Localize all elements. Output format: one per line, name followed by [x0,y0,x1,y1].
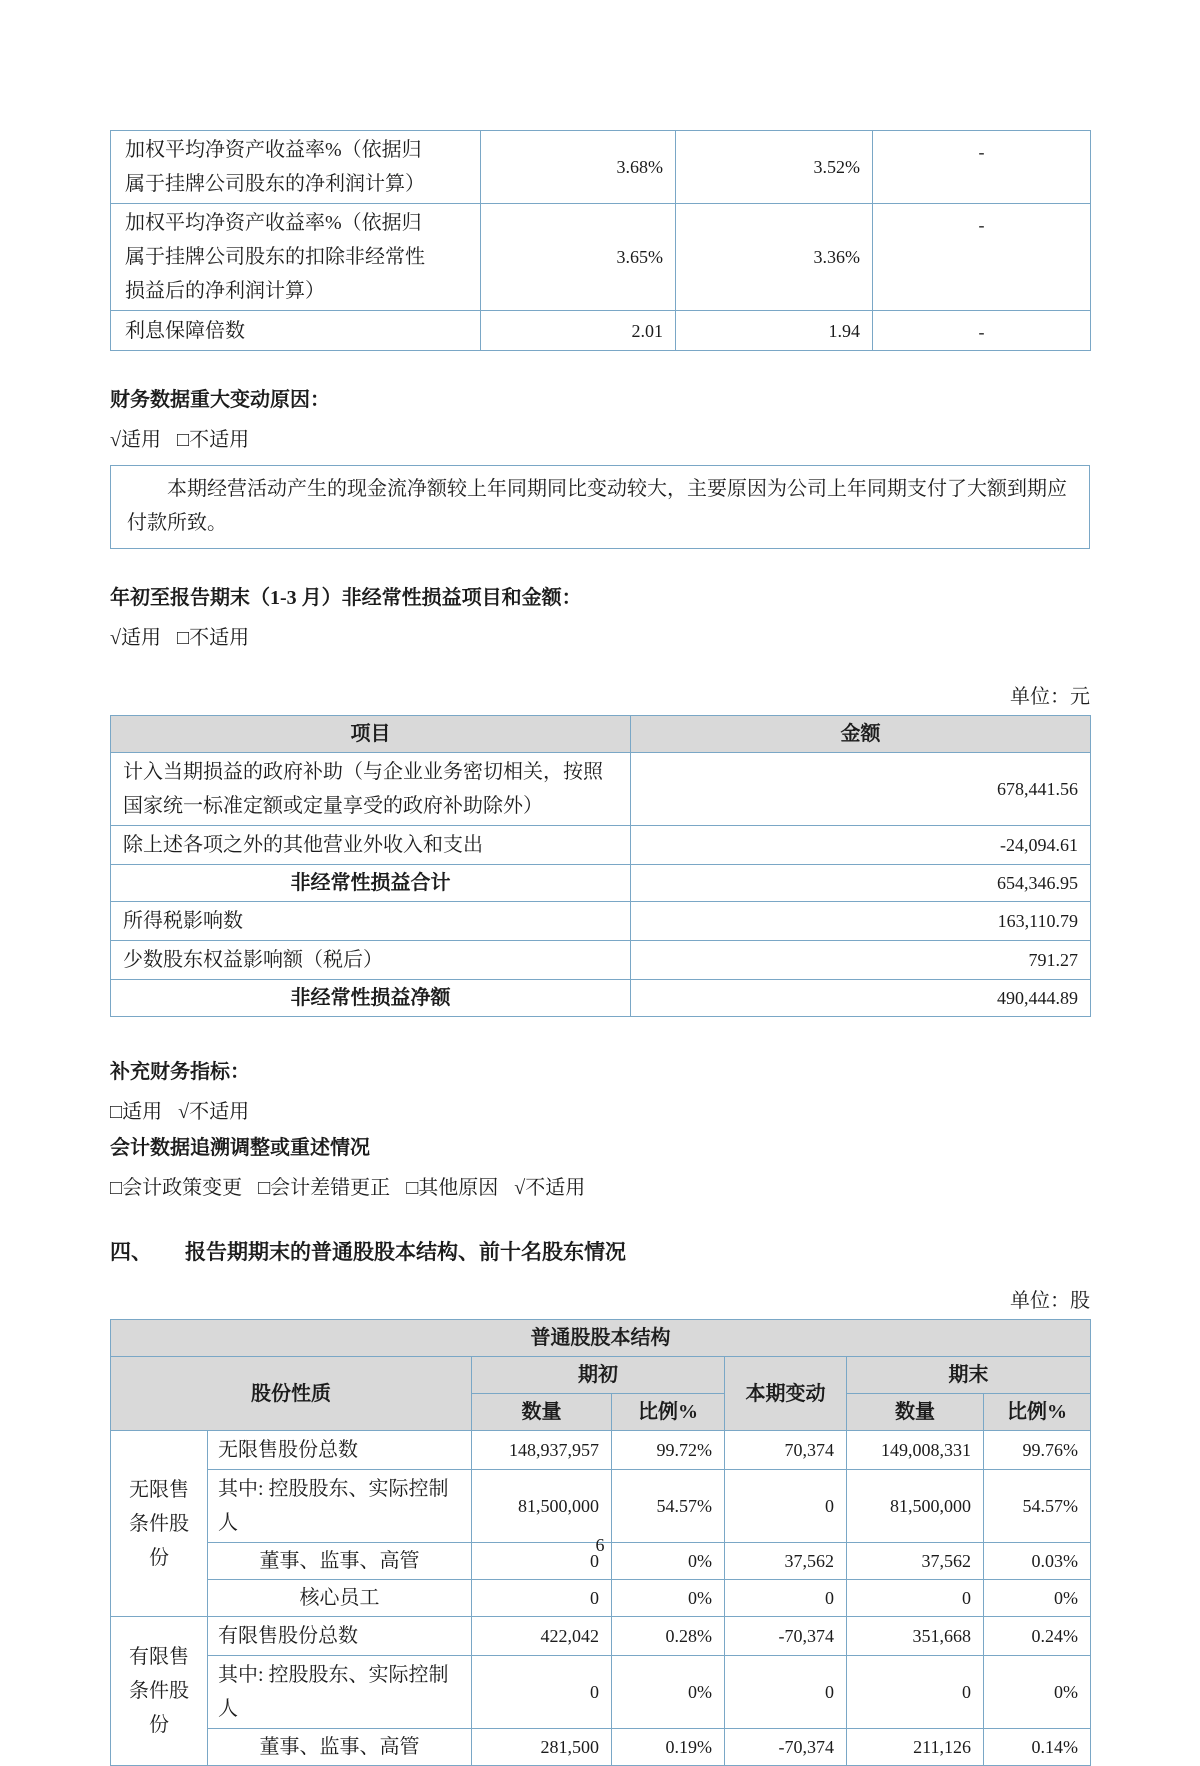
ratio-change-value: - [873,311,1091,351]
ratio-label: 利息保障倍数 [111,311,481,351]
ratio-prior-value: 1.94 [676,311,873,351]
column-header-nature: 股份性质 [111,1357,472,1431]
ratio-current-value: 2.01 [481,311,676,351]
not-applicable-check: □不适用 [176,429,250,451]
qty-end: 0 [847,1656,984,1729]
qty-begin: 81,500,000 [472,1470,612,1543]
qty-begin: 0 [472,1580,612,1617]
group-label-unrestricted: 无限售条件股份 [111,1431,208,1617]
pct-begin: 54.57% [612,1470,725,1543]
option-other-reason: □其他原因 [406,1177,499,1199]
row-label: 其中: 控股股东、实际控制人 [208,1656,472,1729]
ratio-change-value: - [873,131,1091,204]
column-header-pct: 比例% [984,1394,1091,1431]
amount-value: 678,441.56 [631,753,1091,826]
option-not-applicable: √不适用 [514,1177,586,1199]
column-header-end: 期末 [847,1357,1091,1394]
section-heading [110,1233,1090,1271]
qty-begin: 148,937,957 [472,1431,612,1470]
qty-begin: 0 [472,1656,612,1729]
group-label-restricted: 有限售条件股份 [111,1617,208,1766]
pct-end: 54.57% [984,1470,1091,1543]
table-header-row [111,716,1091,753]
section-title: 报告期期末的普通股股本结构、前十名股东情况 [185,1240,626,1264]
pct-begin: 99.72% [612,1431,725,1470]
not-applicable-check: √不适用 [178,1101,250,1123]
change-value: 0 [725,1470,847,1543]
table-row [111,1470,1091,1543]
table-row [111,1617,1091,1656]
table-header-row [111,1357,1091,1394]
table-row [111,311,1091,351]
column-header-begin: 期初 [472,1357,725,1394]
applicable-check: √适用 [110,429,161,451]
non-recurring-applicability [110,623,1090,653]
qty-end: 351,668 [847,1617,984,1656]
row-label: 核心员工 [208,1580,472,1617]
qty-end: 37,562 [847,1543,984,1580]
pct-begin: 0% [612,1543,725,1580]
page-number: 6 [595,1535,605,1555]
item-label: 计入当期损益的政府补助（与企业业务密切相关，按照国家统一标准定额或定量享受的政府补助除外） [111,753,631,826]
change-value: -70,374 [725,1729,847,1766]
supplementary-applicability [110,1097,1090,1127]
qty-end: 0 [847,1580,984,1617]
row-label: 有限售股份总数 [208,1617,472,1656]
row-label: 董事、监事、高管 [208,1543,472,1580]
unit-label-share: 单位：股 [1010,1290,1090,1312]
change-value: 37,562 [725,1543,847,1580]
table-row [111,941,1091,980]
non-recurring-heading: 年初至报告期末（1-3 月）非经常性损益项目和金额： [110,587,582,609]
table-row [111,1431,1091,1470]
option-policy-change: □会计政策变更 [110,1177,243,1199]
change-value: 0 [725,1580,847,1617]
major-change-applicability [110,425,1090,455]
pct-begin: 0% [612,1580,725,1617]
ratio-current-value: 3.68% [481,131,676,204]
pct-end: 99.76% [984,1431,1091,1470]
unit-label-yuan: 单位：元 [1010,686,1090,708]
pct-begin: 0% [612,1656,725,1729]
not-applicable-check: □不适用 [176,627,250,649]
qty-end: 211,126 [847,1729,984,1766]
major-change-note-box [110,465,1090,549]
ratio-change-value: - [873,204,1091,311]
ratio-prior-value: 3.52% [676,131,873,204]
subtotal-label: 非经常性损益净额 [111,980,631,1017]
column-header-pct: 比例% [612,1394,725,1431]
pct-end: 0.14% [984,1729,1091,1766]
pct-begin: 0.19% [612,1729,725,1766]
column-header-change: 本期变动 [725,1357,847,1431]
pct-end: 0.24% [984,1617,1091,1656]
row-label: 董事、监事、高管 [208,1729,472,1766]
table-row [111,131,1091,204]
table-title: 普通股股本结构 [111,1320,1091,1357]
table-row [111,1580,1091,1617]
subtotal-label: 非经常性损益合计 [111,865,631,902]
financial-ratios-table [110,130,1091,351]
amount-value: 654,346.95 [631,865,1091,902]
table-title-row [111,1320,1091,1357]
qty-end: 149,008,331 [847,1431,984,1470]
qty-begin: 422,042 [472,1617,612,1656]
amount-value: 791.27 [631,941,1091,980]
amount-value: 490,444.89 [631,980,1091,1017]
non-recurring-table [110,715,1091,1017]
restatement-options [110,1173,1090,1203]
item-label: 所得税影响数 [111,902,631,941]
option-error-correction: □会计差错更正 [258,1177,391,1199]
pct-end: 0% [984,1656,1091,1729]
row-label: 无限售股份总数 [208,1431,472,1470]
table-row [111,826,1091,865]
section-number: 四、 [110,1240,152,1264]
qty-begin: 281,500 [472,1729,612,1766]
ratio-current-value: 3.65% [481,204,676,311]
item-label: 少数股东权益影响额（税后） [111,941,631,980]
restatement-heading: 会计数据追溯调整或重述情况 [110,1137,370,1159]
ratio-label: 加权平均净资产收益率%（依据归属于挂牌公司股东的扣除非经常性损益后的净利润计算） [111,204,481,311]
table-row [111,1729,1091,1766]
pct-end: 0% [984,1580,1091,1617]
table-row [111,865,1091,902]
column-header-item: 项目 [111,716,631,753]
item-label: 除上述各项之外的其他营业外收入和支出 [111,826,631,865]
qty-begin: 0 [472,1543,612,1580]
row-label: 其中: 控股股东、实际控制人 [208,1470,472,1543]
ratio-label: 加权平均净资产收益率%（依据归属于挂牌公司股东的净利润计算） [111,131,481,204]
change-value: 70,374 [725,1431,847,1470]
column-header-amount: 金额 [631,716,1091,753]
major-change-heading: 财务数据重大变动原因： [110,389,330,411]
major-change-note-text: 本期经营活动产生的现金流净额较上年同期同比变动较大，主要原因为公司上年同期支付了大额到期应付款所致。 [127,478,1067,534]
applicable-check: √适用 [110,627,161,649]
change-value: 0 [725,1656,847,1729]
ratio-prior-value: 3.36% [676,204,873,311]
qty-end: 81,500,000 [847,1470,984,1543]
amount-value: 163,110.79 [631,902,1091,941]
applicable-check: □适用 [110,1101,163,1123]
pct-begin: 0.28% [612,1617,725,1656]
table-row [111,753,1091,826]
supplementary-heading: 补充财务指标： [110,1061,250,1083]
table-row [111,980,1091,1017]
amount-value: -24,094.61 [631,826,1091,865]
column-header-qty: 数量 [847,1394,984,1431]
column-header-qty: 数量 [472,1394,612,1431]
table-row [111,1656,1091,1729]
change-value: -70,374 [725,1617,847,1656]
table-row [111,204,1091,311]
pct-end: 0.03% [984,1543,1091,1580]
table-row [111,902,1091,941]
